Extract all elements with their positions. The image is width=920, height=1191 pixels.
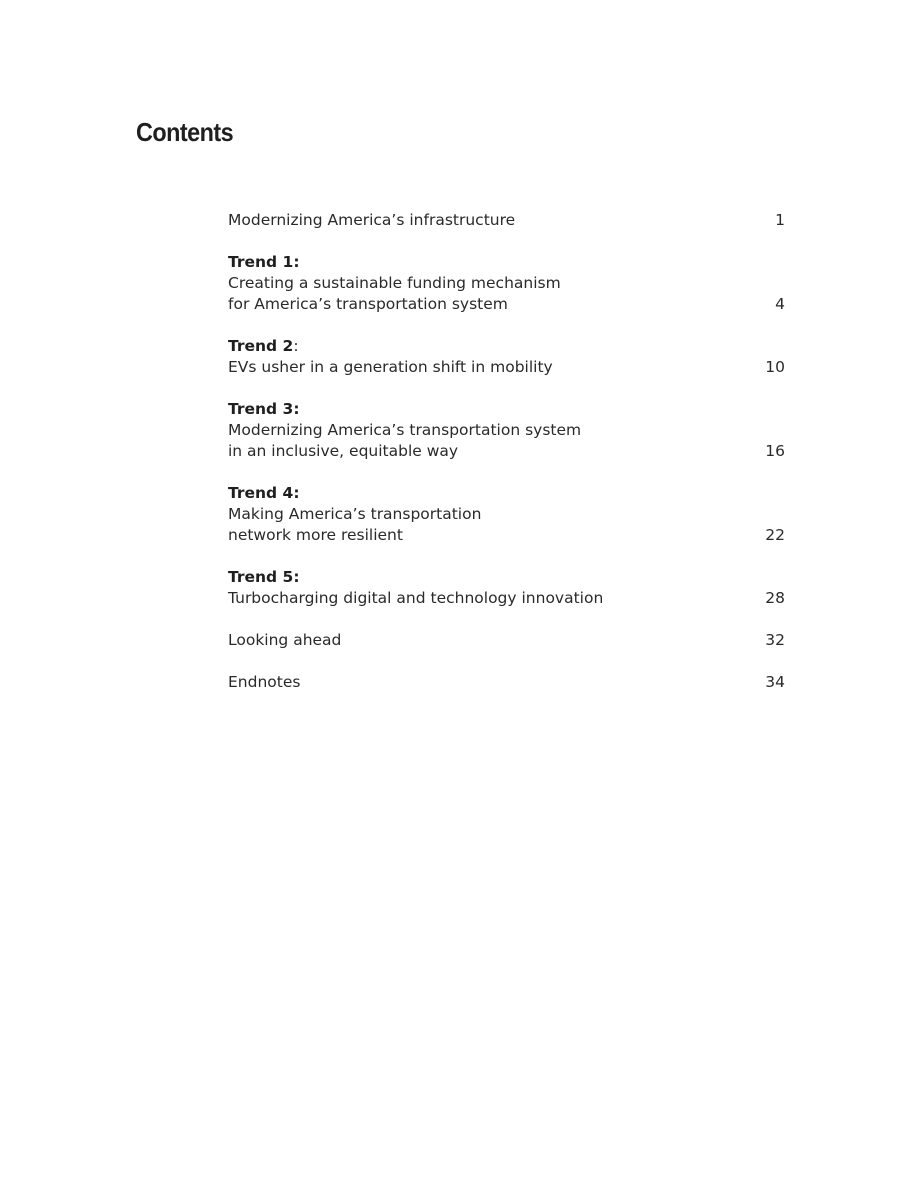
toc-page-number: 16	[765, 442, 785, 460]
toc-entry-trend-1[interactable]	[228, 252, 785, 315]
toc-entry-trend-3[interactable]	[228, 399, 785, 462]
page-title: Contents	[136, 117, 234, 147]
trend-label: Trend 1:	[228, 253, 300, 271]
toc-page-number: 10	[765, 358, 785, 376]
trend-label-suffix: :	[293, 337, 299, 355]
toc-entry-looking-ahead[interactable]	[228, 630, 785, 651]
toc-entry-endnotes[interactable]	[228, 672, 785, 693]
trend-label: Trend 5:	[228, 568, 300, 586]
toc-entry-trend-2[interactable]	[228, 336, 785, 378]
toc-page-number: 22	[765, 526, 785, 544]
toc-page-number: 34	[765, 673, 785, 691]
table-of-contents	[228, 210, 785, 714]
toc-entry-title: Modernizing America’s transportation system	[228, 421, 582, 439]
toc-entry-title: Looking ahead	[228, 631, 342, 649]
toc-page-number: 32	[765, 631, 785, 649]
trend-label-line	[228, 336, 785, 357]
toc-entry-title: network more resilient	[228, 526, 403, 544]
toc-entry-trend-5[interactable]	[228, 567, 785, 609]
trend-label: Trend 3:	[228, 400, 300, 418]
toc-page-number: 1	[775, 211, 785, 229]
toc-entry-title: in an inclusive, equitable way	[228, 442, 459, 460]
toc-entry-modernizing-infrastructure[interactable]	[228, 210, 785, 231]
trend-label: Trend 4:	[228, 484, 300, 502]
toc-entry-title: Endnotes	[228, 673, 301, 691]
toc-page-number: 28	[765, 589, 785, 607]
toc-entry-title: Modernizing America’s infrastructure	[228, 211, 516, 229]
toc-entry-title: for America’s transportation system	[228, 295, 508, 313]
toc-page-number: 4	[775, 295, 785, 313]
trend-label: Trend 2	[228, 337, 294, 355]
toc-entry-title: Turbocharging digital and technology innovation	[228, 589, 604, 607]
toc-entry-trend-4[interactable]	[228, 483, 785, 546]
toc-entry-title: Making America’s transportation	[228, 505, 482, 523]
toc-entry-title: Creating a sustainable funding mechanism	[228, 274, 561, 292]
toc-entry-title: EVs usher in a generation shift in mobility	[228, 358, 553, 376]
